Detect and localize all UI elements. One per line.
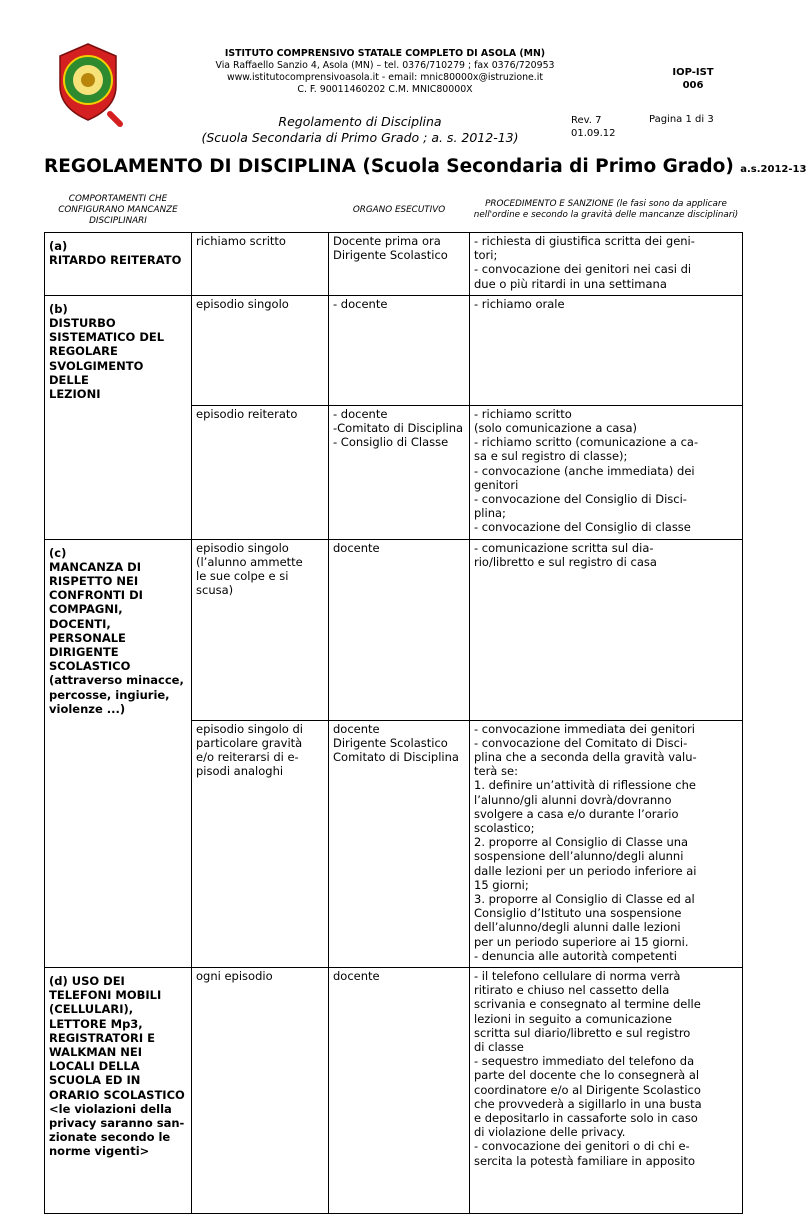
header-blank: [192, 188, 329, 233]
procedure-cell-line: - richiesta di giustifica scritta dei geni-: [474, 234, 695, 248]
school-web-email: www.istitutocomprensivoasola.it - email: mnic80000x@istruzione.it: [226, 72, 544, 83]
episode-cell-line: episodio singolo: [196, 296, 289, 311]
organ-cell-line: -Comitato di Disciplina: [333, 420, 464, 435]
behaviour-cell-line: (CELLULARI),: [49, 1002, 134, 1017]
procedure-cell-line: - richiamo scritto: [474, 406, 572, 421]
procedure-cell-line: ritirato e chiuso nel cassetto della: [474, 983, 670, 998]
procedure-cell-line: - richiamo orale: [474, 296, 565, 311]
behaviour-cell-line: <le violazioni della: [49, 1101, 172, 1116]
procedure-cell-line: 3. proporre al Consiglio di Classe ed al: [474, 891, 695, 906]
procedure-cell-line: - convocazione immediata dei genitori: [474, 721, 695, 736]
procedure-cell-line: dell’alunno/degli alunni dalle lezioni: [474, 920, 681, 935]
episode-cell: [192, 405, 329, 539]
behaviour-cell-line: (b): [49, 301, 68, 316]
table-header-row: [45, 188, 743, 233]
organ-cell-line: - docente: [333, 406, 388, 421]
school-info: [190, 48, 580, 96]
organ-cell: [329, 405, 470, 539]
behaviour-cell: [45, 967, 192, 1213]
procedure-cell-line: plina che a seconda della gravità valu-: [474, 749, 697, 764]
procedure-cell-line: (solo comunicazione a casa): [474, 420, 637, 435]
procedure-cell-line: - convocazione dei genitori o di chi e-: [474, 1139, 690, 1154]
behaviour-cell: [45, 720, 192, 967]
episode-cell-line: e/o reiterarsi di e-: [196, 749, 299, 764]
procedure-cell-line: l’alunno/gli alunni dovrà/dovranno: [474, 792, 672, 807]
document-subtitle: [150, 114, 570, 146]
document-code-line1: IOP-IST: [672, 67, 714, 78]
procedure-cell-line: sa e sul registro di classe);: [474, 449, 628, 464]
organ-cell: [329, 233, 470, 296]
procedure-cell-line: svolgere a casa e/o durante l’orario: [474, 806, 679, 821]
document-code-line2: 006: [682, 80, 704, 91]
organ-cell: [329, 539, 470, 720]
procedure-cell-line: 1. definire un’attività di riflessione che: [474, 778, 696, 793]
behaviour-cell-line: privacy saranno san-: [49, 1115, 185, 1130]
behaviour-cell-line: percosse, ingiurie,: [49, 687, 170, 702]
procedure-cell-line: plina;: [474, 506, 506, 521]
procedure-cell-line: - denuncia alle autorità competenti: [474, 948, 677, 963]
behaviour-cell-line: zionate secondo le: [49, 1130, 171, 1145]
behaviour-cell-line: RISPETTO NEI: [49, 573, 139, 588]
organ-cell-line: Comitato di Disciplina: [333, 749, 459, 764]
table-row: [45, 967, 743, 1213]
procedure-cell-line: di violazione delle privacy.: [474, 1125, 626, 1140]
document-code: [653, 66, 733, 92]
revision-date: 01.09.12: [571, 128, 616, 139]
procedure-cell: [470, 967, 743, 1213]
procedure-cell: [470, 233, 743, 296]
procedure-cell: [470, 720, 743, 967]
procedure-cell-line: coordinatore e/o al Dirigente Scolastico: [474, 1082, 701, 1097]
behaviour-cell: [45, 295, 192, 405]
organ-cell: [329, 295, 470, 405]
episode-cell: [192, 539, 329, 720]
behaviour-cell-line: CONFRONTI DI: [49, 588, 143, 603]
page-title-text: REGOLAMENTO DI DISCIPLINA (Scuola Secondaria di Primo Grado): [44, 156, 734, 177]
episode-cell: [192, 233, 329, 296]
procedure-cell-line: e depositarlo in cassaforte solo in caso: [474, 1110, 698, 1125]
procedure-cell: [470, 295, 743, 405]
organ-cell-line: Docente prima ora: [333, 234, 441, 248]
behaviour-cell: [45, 405, 192, 539]
episode-cell: [192, 295, 329, 405]
behaviour-cell: [45, 539, 192, 720]
behaviour-cell-line: SCOLASTICO: [49, 659, 131, 674]
organ-cell-line: docente: [333, 968, 380, 983]
episode-cell-line: (l’alunno ammette: [196, 554, 303, 569]
episode-cell-line: le sue colpe e si: [196, 568, 289, 583]
organ-cell-line: docente: [333, 540, 380, 555]
procedure-cell-line: - il telefono cellulare di norma verrà: [474, 968, 681, 983]
episode-cell: [192, 720, 329, 967]
behaviour-cell-line: (attraverso minacce,: [49, 673, 184, 688]
episode-cell-line: particolare gravità: [196, 735, 303, 750]
episode-cell-line: episodio singolo di: [196, 721, 303, 736]
behaviour-cell: [45, 233, 192, 296]
discipline-table: [44, 188, 743, 1214]
organ-cell-line: - docente: [333, 296, 388, 311]
episode-cell-line: episodio singolo: [196, 540, 289, 555]
header-behaviours: COMPORTAMENTI CHE CONFIGURANO MANCANZE DISCIPLINARI: [58, 193, 178, 226]
episode-cell-line: richiamo scritto: [196, 234, 286, 248]
procedure-cell-line: - convocazione del Comitato di Disci-: [474, 735, 688, 750]
subtitle-line2: (Scuola Secondaria di Primo Grado ; a. s. 2012-13): [201, 130, 519, 145]
behaviour-cell-line: SVOLGIMENTO DELLE: [49, 358, 144, 387]
procedure-cell: [470, 405, 743, 539]
organ-cell: [329, 720, 470, 967]
page-title: [44, 155, 806, 182]
behaviour-cell-line: (a): [49, 239, 68, 253]
procedure-cell-line: - convocazione (anche immediata) dei: [474, 463, 695, 478]
header-organ: ORGANO ESECUTIVO: [352, 204, 446, 215]
organ-cell-line: Dirigente Scolastico: [333, 735, 448, 750]
procedure-cell-line: sercita la potestà familiare in apposito: [474, 1153, 695, 1168]
episode-cell-line: pisodi analoghi: [196, 764, 284, 779]
episode-cell-line: ogni episodio: [196, 968, 273, 983]
procedure-cell-line: lezioni in seguito a comunicazione: [474, 1011, 672, 1026]
behaviour-cell-line: SCUOLA ED IN: [49, 1073, 141, 1088]
procedure-cell-line: scrivania e consegnato al termine delle: [474, 997, 701, 1012]
behaviour-cell-line: COMPAGNI,: [49, 602, 123, 617]
procedure-cell: [470, 539, 743, 720]
behaviour-cell-line: PERSONALE: [49, 630, 126, 645]
table-row: [45, 295, 743, 405]
behaviour-cell-line: LEZIONI: [49, 387, 101, 402]
procedure-cell-line: 15 giorni;: [474, 877, 529, 892]
procedure-cell-line: - richiamo scritto (comunicazione a ca-: [474, 435, 699, 450]
procedure-cell-line: scritta sul diario/libretto e sul registro: [474, 1025, 691, 1040]
procedure-cell-line: parte del docente che lo consegnerà al: [474, 1068, 700, 1083]
table-row: [45, 233, 743, 296]
crest-shape: [60, 44, 120, 124]
table-row: [45, 539, 743, 720]
behaviour-cell-line: violenze ...): [49, 701, 126, 716]
subtitle-line1: Regolamento di Disciplina: [278, 114, 442, 129]
procedure-cell-line: 2. proporre al Consiglio di Classe una: [474, 835, 689, 850]
procedure-cell-line: - convocazione del Consiglio di Disci-: [474, 491, 687, 506]
behaviour-cell-line: REGISTRATORI E: [49, 1030, 156, 1045]
behaviour-cell-line: (d) USO DEI: [49, 973, 125, 988]
school-address: Via Raffaello Sanzio 4, Asola (MN) – tel. 0376/710279 ; fax 0376/720953: [215, 60, 555, 71]
behaviour-cell-line: norme vigenti>: [49, 1144, 150, 1159]
procedure-cell-line: per un periodo superiore ai 15 giorni.: [474, 934, 689, 949]
table-row: [45, 405, 743, 539]
procedure-cell-line: Consiglio d’Istituto una sospensione: [474, 906, 682, 921]
procedure-cell-line: - convocazione del Consiglio di classe: [474, 520, 691, 535]
procedure-cell-line: tori;: [474, 248, 498, 263]
procedure-cell-line: che provvederà a sigillarlo in una busta: [474, 1096, 702, 1111]
behaviour-cell-line: ORARIO SCOLASTICO: [49, 1087, 185, 1102]
procedure-cell-line: dalle lezioni per un periodo inferiore ai: [474, 863, 697, 878]
behaviour-cell-line: SISTEMATICO DEL: [49, 330, 165, 345]
procedure-cell-line: rio/libretto e sul registro di casa: [474, 554, 657, 569]
behaviour-cell-line: WALKMAN NEI: [49, 1044, 143, 1059]
behaviour-cell-line: (c): [49, 545, 67, 560]
table-row: [45, 720, 743, 967]
episode-cell: [192, 967, 329, 1213]
behaviour-cell-line: LOCALI DELLA: [49, 1059, 140, 1074]
procedure-cell-line: - comunicazione scritta sul dia-: [474, 540, 654, 555]
behaviour-cell-line: DOCENTI,: [49, 616, 111, 631]
school-name: ISTITUTO COMPRENSIVO STATALE COMPLETO DI ASOLA (MN): [224, 48, 546, 59]
behaviour-cell-line: TELEFONI MOBILI: [49, 988, 162, 1003]
procedure-cell-line: genitori: [474, 477, 519, 492]
procedure-cell-line: - convocazione dei genitori nei casi di: [474, 262, 692, 277]
school-codes: C. F. 90011460202 C.M. MNIC80000X: [297, 84, 473, 95]
behaviour-cell-line: MANCANZA DI: [49, 559, 141, 574]
procedure-cell-line: scolastico;: [474, 820, 535, 835]
procedure-cell-line: terà se:: [474, 764, 518, 779]
behaviour-cell-line: RITARDO REITERATO: [49, 253, 182, 268]
school-crest-logo: [50, 38, 126, 126]
page-number: Pagina 1 di 3: [649, 114, 714, 125]
behaviour-cell-line: REGOLARE: [49, 344, 118, 359]
organ-cell-line: - Consiglio di Classe: [333, 435, 449, 450]
header-procedure: PROCEDIMENTO E SANZIONE (le fasi sono da applicare nell'ordine e secondo la gravità delle mancanze disciplinari): [473, 199, 739, 220]
behaviour-cell-line: LETTORE Mp3,: [49, 1016, 143, 1031]
behaviour-cell-line: DISTURBO: [49, 316, 116, 331]
episode-cell-line: scusa): [196, 583, 234, 598]
procedure-cell-line: sospensione dell’alunno/degli alunni: [474, 849, 684, 864]
revision-number: Rev. 7: [571, 115, 602, 126]
procedure-cell-line: di classe: [474, 1039, 524, 1054]
organ-cell-line: docente: [333, 721, 380, 736]
procedure-cell-line: due o più ritardi in una settimana: [474, 276, 667, 291]
organ-cell: [329, 967, 470, 1213]
organ-cell-line: Dirigente Scolastico: [333, 248, 448, 263]
episode-cell-line: episodio reiterato: [196, 406, 298, 421]
behaviour-cell-line: DIRIGENTE: [49, 644, 119, 659]
revision-info: [571, 114, 616, 140]
procedure-cell-line: - sequestro immediato del telefono da: [474, 1054, 695, 1069]
page-title-year: a.s.2012-13: [740, 164, 806, 175]
